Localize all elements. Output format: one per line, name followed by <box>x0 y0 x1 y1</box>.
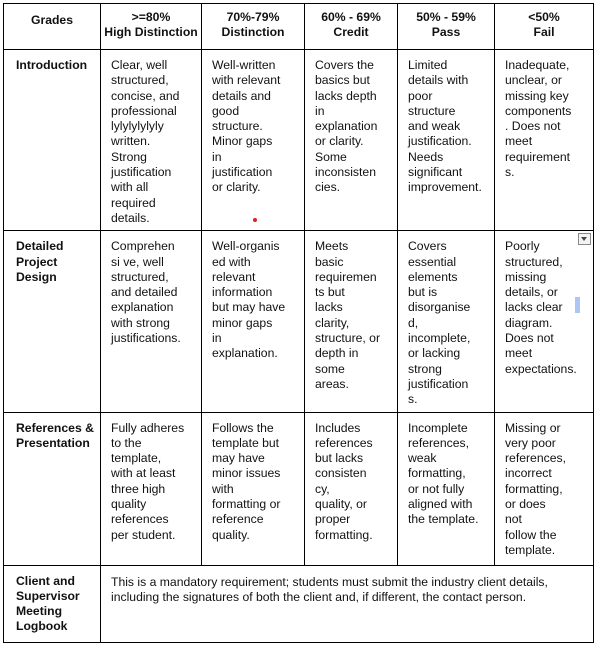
table-cell[interactable] <box>202 412 305 565</box>
column-header-credit <box>305 4 398 50</box>
mandatory-requirement-cell[interactable] <box>101 565 594 642</box>
table-cell[interactable] <box>495 231 594 412</box>
table-row-references-presentation <box>4 412 594 565</box>
table-cell[interactable] <box>101 50 202 231</box>
column-name: High Distinction <box>104 25 198 40</box>
row-header-introduction: Introduction <box>4 50 101 231</box>
table-row-client-supervisor-logbook <box>4 565 594 642</box>
cell-dropdown-chevron-icon[interactable] <box>578 233 591 245</box>
cell-text: Covers essential elements but is disorganise d, incomplete, or lacking strong justification s. <box>408 239 471 407</box>
cell-text: Follows the template but may have minor issues with formatting or reference quality. <box>212 420 281 542</box>
cell-text: Well-written with relevant details and good structure. Minor gaps in justification or clarity. <box>212 58 281 195</box>
table-cell[interactable] <box>101 231 202 412</box>
row-header-detailed-project-design: Detailed Project Design <box>4 231 101 412</box>
table-cell[interactable] <box>398 50 495 231</box>
column-name: Credit <box>333 25 369 40</box>
grading-rubric-table <box>3 3 594 643</box>
cell-text: Limited details with poor structure and weak justification. Needs significant improvement. <box>408 58 482 195</box>
column-header-distinction <box>202 4 305 50</box>
grades-header-cell: Grades <box>4 4 101 50</box>
table-cell[interactable] <box>305 412 398 565</box>
table-cell[interactable] <box>305 50 398 231</box>
table-cell[interactable] <box>398 412 495 565</box>
table-cell[interactable] <box>495 412 594 565</box>
header-row <box>4 4 594 50</box>
cell-text: Includes references but lacks consisten cy, quality, or proper formatting. <box>315 420 373 542</box>
cell-text: Inadequate, unclear, or missing key components . Does not meet requirement s. <box>505 58 572 180</box>
row-header-references-presentation: References & Presentation <box>4 412 101 565</box>
table-row-introduction <box>4 50 594 231</box>
table-cell[interactable] <box>202 50 305 231</box>
column-name: Distinction <box>221 25 285 40</box>
cell-text: Incomplete references, weak formatting, or not fully aligned with the template. <box>408 420 479 527</box>
column-range: 50% - 59% <box>416 10 476 24</box>
row-header-client-supervisor-logbook: Client and Supervisor Meeting Logbook <box>4 565 101 642</box>
table-cell[interactable] <box>495 50 594 231</box>
table-cell[interactable] <box>398 231 495 412</box>
red-marker-dot <box>253 218 257 222</box>
table-cell[interactable] <box>101 412 202 565</box>
cell-text: Missing or very poor references, incorrect formatting, or does not follow the template. <box>505 420 566 557</box>
mandatory-requirement-text: This is a mandatory requirement; students must submit the industry client details, including the signatures of both the client and, if different, the contact person. <box>111 574 548 604</box>
cell-text: Covers the basics but lacks depth in explanation or clarity. Some inconsisten cies. <box>315 58 378 195</box>
text-cursor-highlight <box>575 297 580 313</box>
cell-text: Clear, well structured, concise, and professional lylylylylyly written. Strong justification with all required details. <box>111 58 180 225</box>
cell-text: Poorly structured, missing details, or lacks clear diagram. Does not meet expectations. <box>505 239 577 376</box>
column-header-fail <box>495 4 594 50</box>
table-row-detailed-project-design <box>4 231 594 412</box>
cell-text: Fully adheres to the template, with at least three high quality references per student. <box>111 420 185 542</box>
cell-text: Comprehen si ve, well structured, and detailed explanation with strong justifications. <box>111 239 181 346</box>
column-range: 60% - 69% <box>321 10 381 24</box>
column-range: >=80% <box>131 10 171 24</box>
cell-text: Meets basic requiremen ts but lacks clarity, structure, or depth in some areas. <box>315 239 381 391</box>
column-name: Pass <box>431 25 461 40</box>
column-header-high-distinction <box>101 4 202 50</box>
column-range: <50% <box>528 10 560 24</box>
cell-text: Well-organis ed with relevant information but may have minor gaps in explanation. <box>212 239 286 361</box>
column-name: Fail <box>533 25 555 40</box>
column-header-pass <box>398 4 495 50</box>
table-cell[interactable] <box>305 231 398 412</box>
table-cell[interactable] <box>202 231 305 412</box>
column-range: 70%-79% <box>226 10 280 24</box>
